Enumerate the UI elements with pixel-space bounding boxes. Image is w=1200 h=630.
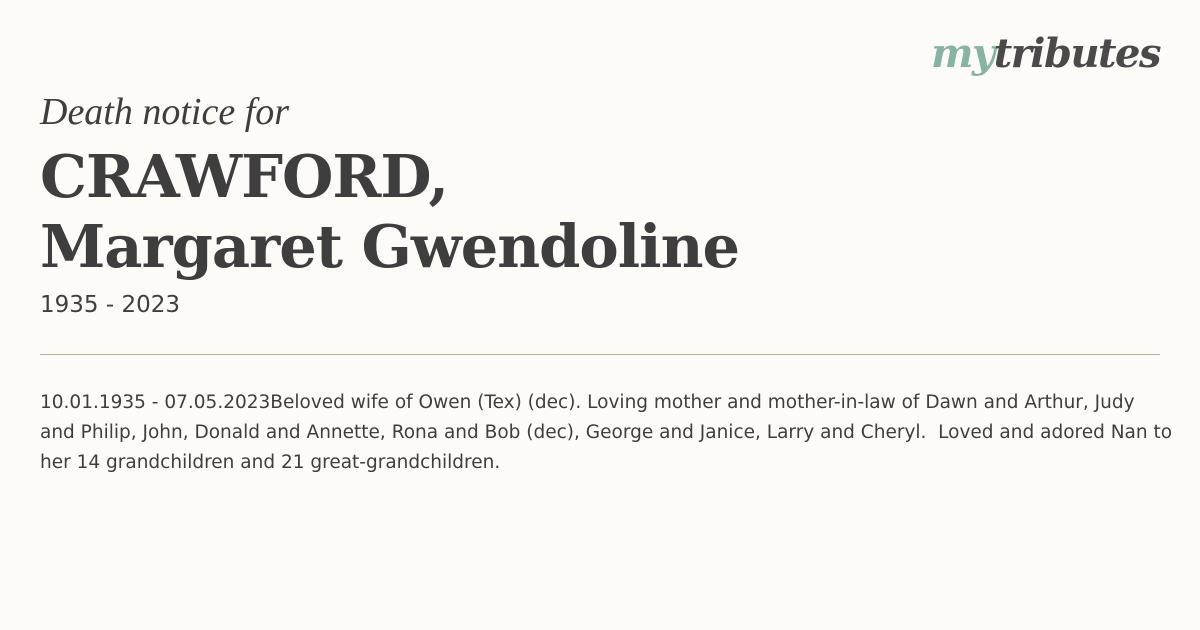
mytributes-logo[interactable] bbox=[931, 30, 1160, 77]
deceased-name bbox=[40, 142, 739, 282]
notice-text: 10.01.1935 - 07.05.2023Beloved wife of Owen (Tex) (dec). Loving mother and mother-in-law of Dawn and Arthur, Judy and Philip, John, Donald and Annette, Rona and Bob (dec), George and Janice, Larry and Cheryl. Loved and adored Nan to her 14 grandchildren and 21 great-grandchildren. bbox=[40, 392, 1178, 473]
notice-label: Death notice for bbox=[40, 91, 290, 133]
logo-my-text: my bbox=[931, 30, 994, 77]
deceased-surname: CRAWFORD, bbox=[40, 142, 449, 211]
deceased-given-names: Margaret Gwendoline bbox=[40, 212, 739, 281]
life-years: 1935 - 2023 bbox=[40, 292, 180, 318]
logo-tributes-text: tributes bbox=[993, 30, 1160, 77]
divider bbox=[40, 354, 1160, 355]
